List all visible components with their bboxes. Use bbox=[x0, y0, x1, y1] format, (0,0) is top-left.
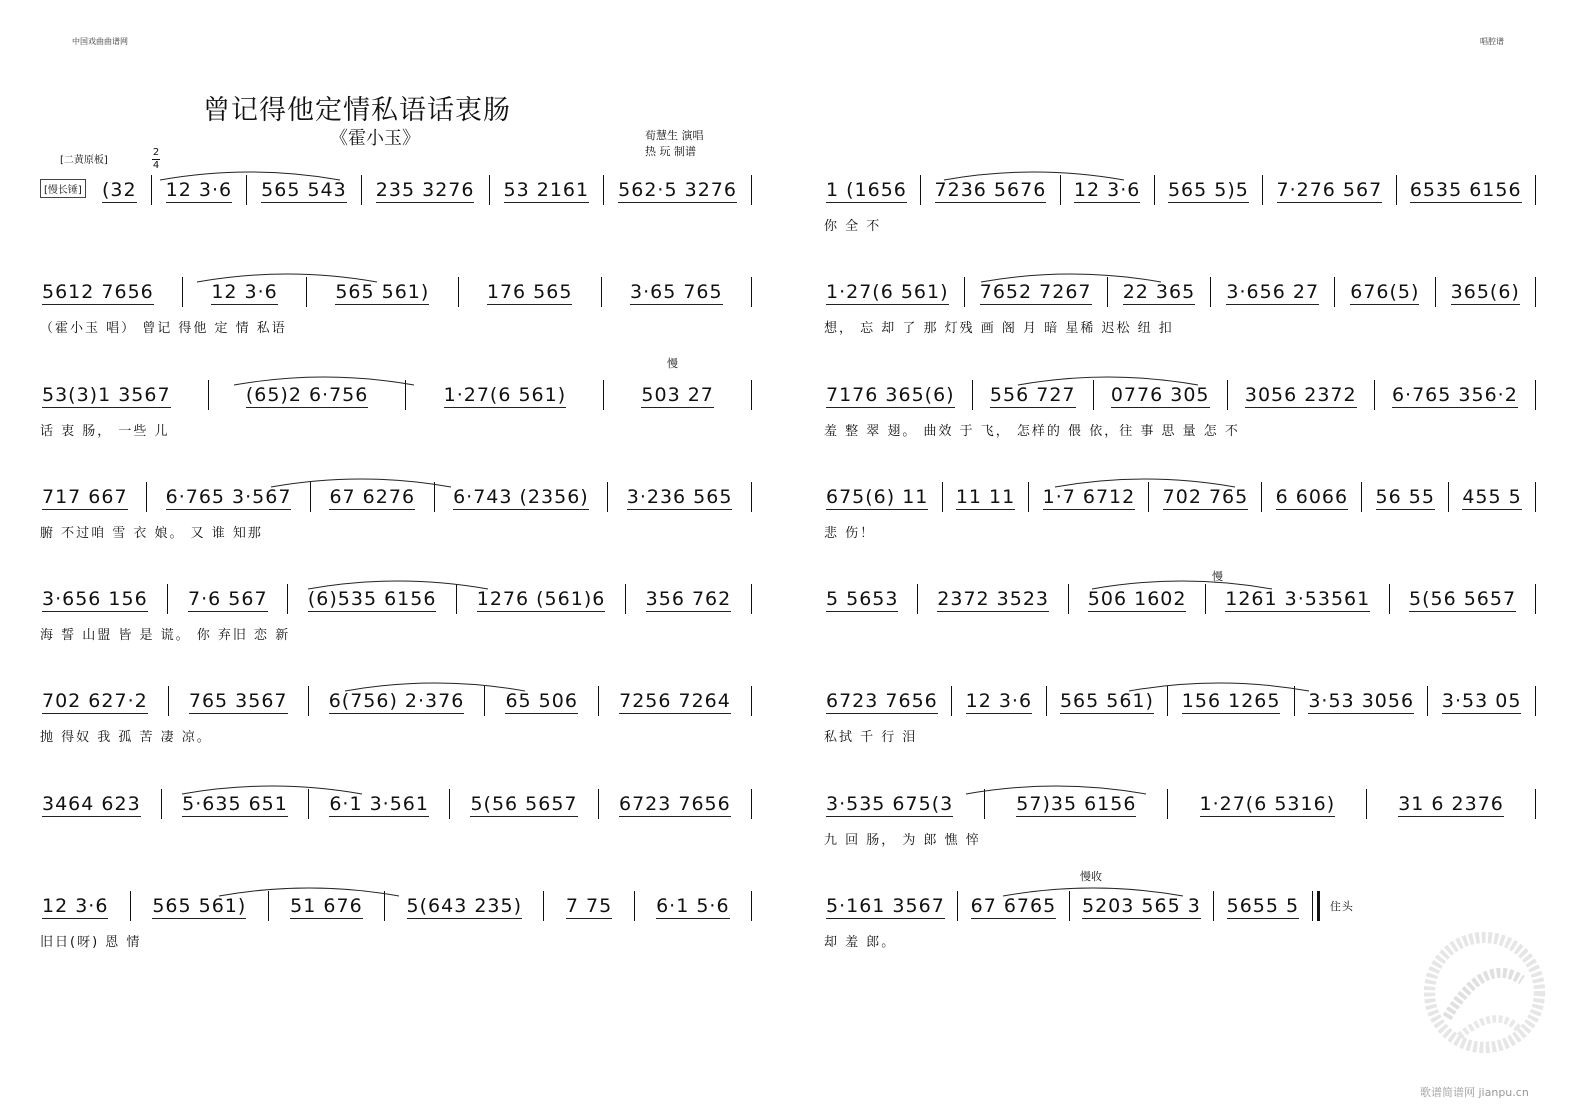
measure: 0776 305 bbox=[1110, 384, 1210, 406]
barline bbox=[1334, 277, 1335, 307]
maker-line: 热 玩 制谱 bbox=[645, 145, 696, 158]
measure: 12 3·6 bbox=[965, 690, 1033, 712]
measure: 56 55 bbox=[1375, 486, 1435, 508]
measure-row bbox=[40, 483, 752, 511]
barline bbox=[1389, 584, 1390, 614]
measure: 6535 6156 bbox=[1409, 179, 1522, 201]
barline bbox=[1046, 686, 1047, 716]
lyric-line: 话 衷 肠， 一些 儿 bbox=[40, 424, 170, 439]
measure: 6723 7656 bbox=[826, 690, 938, 712]
measure: 565 561) bbox=[152, 895, 247, 917]
measure: 5655 5 bbox=[1226, 895, 1300, 917]
measure: 3·656 156 bbox=[42, 588, 148, 610]
lyric-line: 海 誓 山盟 皆 是 谎。 你 弃旧 恋 新 bbox=[40, 628, 291, 643]
lyric-line: 悲 伤！ bbox=[824, 526, 876, 541]
measure: 1·7 6712 bbox=[1042, 486, 1136, 508]
barline bbox=[751, 482, 752, 512]
measure: 1261 3·53561 bbox=[1225, 588, 1371, 610]
barline bbox=[1535, 380, 1536, 410]
barline bbox=[917, 584, 918, 614]
site-watermark: 歌谱简谱网 jianpu.cn bbox=[1420, 1086, 1529, 1099]
measure-row bbox=[824, 687, 1536, 715]
measure-row bbox=[824, 585, 1536, 613]
measure: 5203 565 3 bbox=[1082, 895, 1201, 917]
barline bbox=[957, 891, 958, 921]
measure: (32 bbox=[102, 179, 137, 201]
barline bbox=[634, 891, 635, 921]
measure: 6·765 3·567 bbox=[165, 486, 292, 508]
left-system-7 bbox=[40, 784, 752, 854]
measure: 3464 623 bbox=[42, 793, 141, 815]
left-system-5 bbox=[40, 579, 752, 649]
measure-row bbox=[40, 687, 752, 715]
barline bbox=[543, 891, 544, 921]
barline bbox=[598, 686, 599, 716]
barline bbox=[603, 380, 604, 410]
lyric-line: 想， 忘 却 了 那 灯残 画 阁 月 暗 星稀 迟松 纽 扣 bbox=[824, 321, 1174, 336]
measure: 3·53 3056 bbox=[1308, 690, 1415, 712]
measure: 7176 365(6) bbox=[826, 384, 955, 406]
header-right: 唱腔谱 bbox=[1480, 37, 1504, 46]
measure: 57)35 6156 bbox=[1016, 793, 1137, 815]
measure: 22 365 bbox=[1122, 281, 1196, 303]
barline bbox=[308, 789, 309, 819]
left-system-4 bbox=[40, 477, 752, 547]
measure-row bbox=[40, 381, 752, 409]
measure: 1·27(6 561) bbox=[443, 384, 567, 406]
measure: 67 6765 bbox=[970, 895, 1057, 917]
measure: 53 2161 bbox=[503, 179, 590, 201]
tempo-mark-slow-2: 慢 bbox=[1212, 570, 1223, 583]
lyric-line: 九 回 肠， 为 郎 憔 悴 bbox=[824, 833, 981, 848]
measure: 1·27(6 561) bbox=[826, 281, 949, 303]
measure: 7236 5676 bbox=[934, 179, 1047, 201]
measure: 702 765 bbox=[1162, 486, 1249, 508]
barline bbox=[1262, 175, 1263, 205]
barline bbox=[167, 584, 168, 614]
measure: 6 6066 bbox=[1275, 486, 1349, 508]
measure: 7652 7267 bbox=[979, 281, 1092, 303]
measure: 675(6) 11 bbox=[826, 486, 929, 508]
measure-row bbox=[40, 790, 752, 818]
measure-row bbox=[40, 585, 752, 613]
measure: 156 1265 bbox=[1181, 690, 1281, 712]
measure: 12 3·6 bbox=[1073, 179, 1141, 201]
opera-name: 《霍小玉》 bbox=[330, 128, 420, 149]
barline bbox=[1107, 277, 1108, 307]
measure: 7·276 567 bbox=[1276, 179, 1383, 201]
measure: 6·765 356·2 bbox=[1391, 384, 1518, 406]
barline bbox=[287, 584, 288, 614]
measure: 565 5)5 bbox=[1167, 179, 1249, 201]
singer-line: 荀慧生 演唱 bbox=[645, 129, 704, 142]
lyric-line: 却 羞 郎。 bbox=[824, 935, 897, 950]
time-signature bbox=[152, 148, 160, 171]
measure: 1·27(6 5316) bbox=[1199, 793, 1336, 815]
barline bbox=[1535, 277, 1536, 307]
measure: 5 5653 bbox=[826, 588, 899, 610]
barline bbox=[601, 277, 602, 307]
measure-row bbox=[40, 892, 752, 920]
measure: 676(5) bbox=[1350, 281, 1420, 303]
measure: 3·236 565 bbox=[626, 486, 733, 508]
right-system-3 bbox=[824, 375, 1536, 445]
barline bbox=[1374, 380, 1375, 410]
measure: (6)535 6156 bbox=[307, 588, 437, 610]
barline bbox=[1167, 686, 1168, 716]
lyric-line: （霍小玉 唱） 曾记 得他 定 情 私语 bbox=[40, 321, 287, 336]
measure: 5(56 5657 bbox=[470, 793, 578, 815]
barline bbox=[751, 789, 752, 819]
barline bbox=[1435, 277, 1436, 307]
barline bbox=[1535, 686, 1536, 716]
barline bbox=[1167, 789, 1168, 819]
measure: 51 676 bbox=[290, 895, 363, 917]
barline bbox=[456, 584, 457, 614]
barline bbox=[751, 175, 752, 205]
measure: 5(56 5657 bbox=[1409, 588, 1517, 610]
measure: 12 3·6 bbox=[42, 895, 109, 917]
header-left: 中国戏曲曲谱网 bbox=[72, 37, 128, 46]
barline bbox=[1060, 175, 1061, 205]
barline bbox=[984, 789, 985, 819]
barline bbox=[1028, 482, 1029, 512]
right-system-4 bbox=[824, 477, 1536, 547]
barline bbox=[625, 584, 626, 614]
measure: 3056 2372 bbox=[1244, 384, 1357, 406]
time-sig-bottom: 4 bbox=[152, 160, 160, 171]
barline bbox=[964, 277, 965, 307]
barline bbox=[384, 891, 385, 921]
measure: 6723 7656 bbox=[618, 793, 731, 815]
tempo-mark-slow: 慢 bbox=[667, 357, 678, 370]
measure: 5612 7656 bbox=[42, 281, 154, 303]
measure: 65 506 bbox=[505, 690, 578, 712]
barline bbox=[308, 686, 309, 716]
barline bbox=[306, 277, 307, 307]
barline bbox=[751, 891, 752, 921]
lyric-line: 你 全 不 bbox=[824, 219, 882, 234]
barline bbox=[1093, 380, 1094, 410]
measure: 717 667 bbox=[42, 486, 128, 508]
measure: 503 27 bbox=[641, 384, 714, 406]
measure: 3·65 765 bbox=[630, 281, 723, 303]
measure-row bbox=[824, 892, 1354, 920]
barline bbox=[751, 380, 752, 410]
measure-row bbox=[40, 278, 752, 306]
measure: 7256 7264 bbox=[619, 690, 731, 712]
barline bbox=[1294, 686, 1295, 716]
right-system-7 bbox=[824, 784, 1536, 854]
barline bbox=[1213, 891, 1214, 921]
barline bbox=[310, 482, 311, 512]
measure: 6(756) 2·376 bbox=[328, 690, 465, 712]
measure: 565 561) bbox=[335, 281, 430, 303]
measure: 365(6) bbox=[1450, 281, 1520, 303]
barline bbox=[361, 175, 362, 205]
lyric-line: 私拭 千 行 泪 bbox=[824, 730, 918, 745]
barline bbox=[182, 277, 183, 307]
barline bbox=[1227, 380, 1228, 410]
barline bbox=[246, 175, 247, 205]
barline bbox=[603, 175, 604, 205]
measure: 3·535 675(3 bbox=[826, 793, 954, 815]
measure: 235 3276 bbox=[375, 179, 475, 201]
measure-row bbox=[824, 483, 1536, 511]
system-label: [慢长锤] bbox=[40, 179, 86, 198]
barline bbox=[1366, 789, 1367, 819]
page-title: 曾记得他定情私语话衷肠 bbox=[203, 95, 511, 126]
barline bbox=[972, 380, 973, 410]
measure-row bbox=[824, 790, 1536, 818]
barline bbox=[458, 277, 459, 307]
barline bbox=[405, 380, 406, 410]
measure-row bbox=[100, 176, 752, 204]
watermark-logo bbox=[1422, 930, 1547, 1055]
measure: 6·743 (2356) bbox=[453, 486, 589, 508]
barline bbox=[1069, 891, 1070, 921]
barline bbox=[130, 891, 131, 921]
barline bbox=[1154, 175, 1155, 205]
banshi-label: [二黄原板] bbox=[60, 155, 108, 166]
measure: 67 6276 bbox=[329, 486, 416, 508]
right-system-6 bbox=[824, 681, 1536, 751]
right-system-1 bbox=[824, 170, 1536, 240]
measure: 1 (1656 bbox=[826, 179, 907, 201]
barline bbox=[161, 789, 162, 819]
right-system-5 bbox=[824, 579, 1536, 649]
measure: 556 727 bbox=[989, 384, 1076, 406]
left-system-8 bbox=[40, 886, 752, 956]
measure-row bbox=[824, 278, 1536, 306]
measure: 565 543 bbox=[261, 179, 347, 201]
measure: 3·656 27 bbox=[1226, 281, 1320, 303]
measure: 31 6 2376 bbox=[1398, 793, 1504, 815]
lyric-line: 羞 整 翠 翅。 曲效 于 飞， 怎样的 偎 依，往 事 思 量 怎 不 bbox=[824, 424, 1240, 439]
measure: 5·635 651 bbox=[182, 793, 288, 815]
barline bbox=[942, 482, 943, 512]
barline bbox=[484, 686, 485, 716]
measure: 356 762 bbox=[645, 588, 732, 610]
measure: 562·5 3276 bbox=[618, 179, 737, 201]
barline bbox=[751, 686, 752, 716]
barline bbox=[751, 277, 752, 307]
barline bbox=[1535, 482, 1536, 512]
credits bbox=[645, 128, 704, 160]
left-system-6 bbox=[40, 681, 752, 751]
lyric-line: 抛 得奴 我 孤 苦 凄 凉。 bbox=[40, 730, 212, 745]
barline bbox=[1535, 584, 1536, 614]
measure-row bbox=[824, 381, 1536, 409]
measure: 2372 3523 bbox=[937, 588, 1050, 610]
left-system-3 bbox=[40, 375, 752, 445]
lyric-line: 腑 不过咱 雪 衣 娘。 又 谁 知那 bbox=[40, 526, 263, 541]
measure: 506 1602 bbox=[1087, 588, 1187, 610]
barline bbox=[449, 789, 450, 819]
measure: 176 565 bbox=[486, 281, 573, 303]
final-barline bbox=[1312, 891, 1320, 921]
tempo-mark-slow-collect: 慢收 bbox=[1080, 870, 1102, 883]
measure: 3·53 05 bbox=[1441, 690, 1522, 712]
measure: 6·1 5·6 bbox=[656, 895, 730, 917]
barline bbox=[1205, 584, 1206, 614]
measure-row bbox=[824, 176, 1536, 204]
measure: 702 627·2 bbox=[42, 690, 148, 712]
measure: 455 5 bbox=[1462, 486, 1522, 508]
barline bbox=[951, 686, 952, 716]
barline bbox=[434, 482, 435, 512]
barline bbox=[1148, 482, 1149, 512]
measure: 5·161 3567 bbox=[826, 895, 945, 917]
time-sig-top: 2 bbox=[152, 147, 160, 158]
lyric-line: 旧日(呀) 恩 情 bbox=[40, 935, 142, 950]
barline bbox=[1427, 686, 1428, 716]
measure: 7 75 bbox=[565, 895, 613, 917]
barline bbox=[489, 175, 490, 205]
left-system-1 bbox=[40, 170, 752, 240]
measure: (65)2 6·756 bbox=[245, 384, 369, 406]
barline bbox=[168, 686, 169, 716]
measure: 7·6 567 bbox=[188, 588, 268, 610]
measure: 765 3567 bbox=[188, 690, 288, 712]
measure: 12 3·6 bbox=[211, 281, 278, 303]
left-system-2 bbox=[40, 272, 752, 342]
measure: 1276 (561)6 bbox=[476, 588, 606, 610]
barline bbox=[268, 891, 269, 921]
right-system-2 bbox=[824, 272, 1536, 342]
barline bbox=[151, 175, 152, 205]
measure: 6·1 3·561 bbox=[329, 793, 429, 815]
measure: 565 561) bbox=[1059, 690, 1154, 712]
barline bbox=[598, 789, 599, 819]
barline bbox=[1396, 175, 1397, 205]
barline bbox=[607, 482, 608, 512]
barline bbox=[751, 584, 752, 614]
barline bbox=[1535, 175, 1536, 205]
barline bbox=[1068, 584, 1069, 614]
barline bbox=[1210, 277, 1211, 307]
barline bbox=[1261, 482, 1262, 512]
barline bbox=[208, 380, 209, 410]
measure: 53(3)1 3567 bbox=[42, 384, 171, 406]
barline bbox=[1448, 482, 1449, 512]
measure: 12 3·6 bbox=[165, 179, 233, 201]
barline bbox=[920, 175, 921, 205]
barline bbox=[146, 482, 147, 512]
barline bbox=[1361, 482, 1362, 512]
ending-text: 住头 bbox=[1329, 900, 1354, 913]
measure: 5(643 235) bbox=[406, 895, 523, 917]
barline bbox=[1535, 789, 1536, 819]
measure: 11 11 bbox=[955, 486, 1016, 508]
